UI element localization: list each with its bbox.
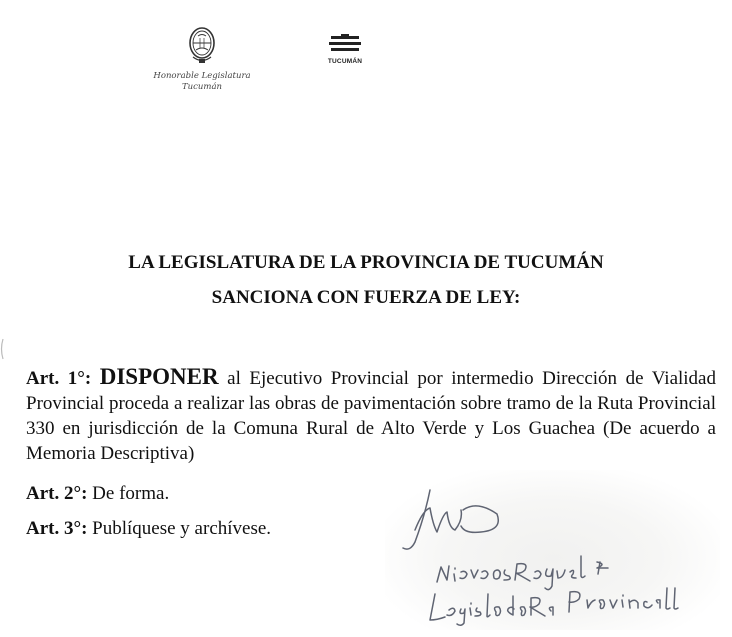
article-2-text: De forma. [92, 483, 170, 504]
article-1-text: al Ejecutivo Provincial por intermedio Dirección de Vialidad Provincial proceda a realizar las obras de pavimentación sobre tramo de la Ruta Provincial 330 en jurisdicción de la Comuna Rural de Alto Verde y Los Guachea (De acuerdo a Memoria Descriptiva) [26, 368, 716, 464]
scan-edge-mark [0, 338, 4, 360]
article-1-verb: DISPONER [99, 364, 219, 389]
article-3-text: Publíquese y archívese. [92, 518, 272, 539]
handwritten-signature-icon [385, 470, 720, 630]
tucuman-logo-text: TUCUMÁN [327, 58, 363, 65]
header-logos [0, 0, 732, 110]
article-1-label: Art. 1°: [26, 368, 92, 389]
legislatura-logo [150, 24, 254, 104]
legislatura-seal-icon [184, 24, 220, 70]
article-3-label: Art. 3°: [26, 518, 88, 539]
article-1 [26, 364, 716, 466]
tucuman-logo-icon [327, 34, 363, 52]
legislatura-logo-text-2: Tucumán [182, 82, 222, 92]
heading-legislatura: LA LEGISLATURA DE LA PROVINCIA DE TUCUMÁN [128, 252, 604, 273]
legislatura-logo-text-1: Honorable Legislatura [153, 71, 251, 81]
article-2-label: Art. 2°: [26, 483, 88, 504]
tucuman-logo [322, 34, 368, 65]
signature-area [385, 470, 720, 630]
heading-sanciona: SANCIONA CON FUERZA DE LEY: [211, 287, 521, 308]
